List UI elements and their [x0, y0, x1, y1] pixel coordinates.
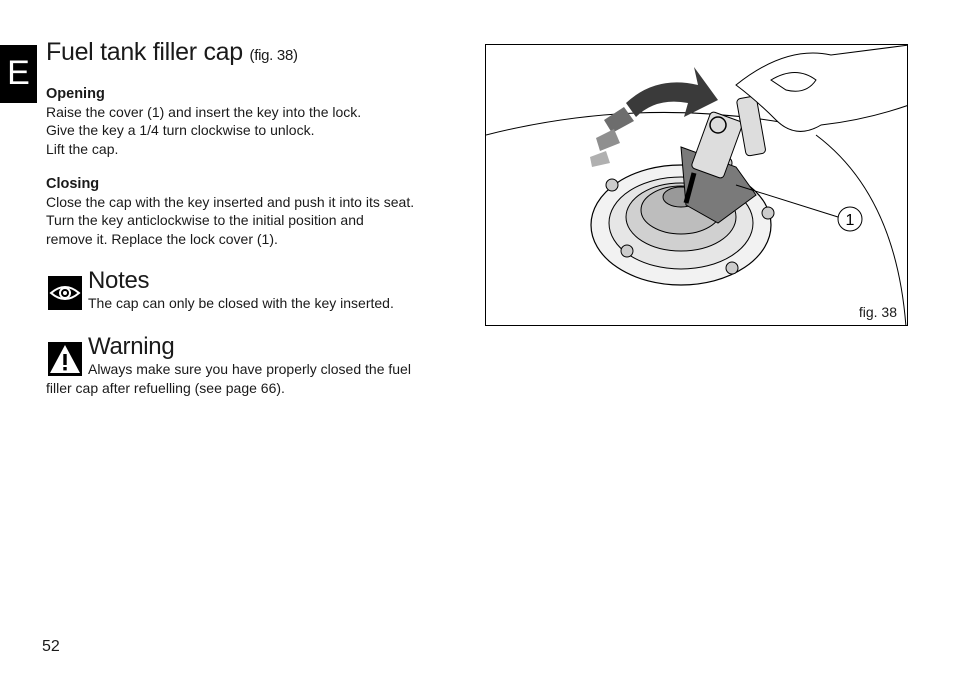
figure-38	[485, 44, 908, 326]
page-number: 52	[42, 638, 60, 655]
page-title	[46, 38, 298, 67]
notes-heading: Notes	[88, 267, 150, 294]
title-figure-ref: (fig. 38)	[249, 47, 298, 64]
closing-heading: Closing	[46, 176, 100, 192]
opening-line: Raise the cover (1) and insert the key into the lock.	[46, 104, 362, 121]
opening-heading: Opening	[46, 86, 105, 102]
opening-section	[46, 85, 471, 158]
opening-line: Give the key a 1/4 turn clockwise to unlock.	[46, 122, 315, 139]
notes-section	[88, 268, 478, 312]
warning-heading: Warning	[88, 333, 175, 360]
closing-section	[46, 175, 471, 248]
warning-continuation	[46, 379, 471, 397]
opening-line: Lift the cap.	[46, 140, 119, 157]
closing-line: remove it. Replace the lock cover (1).	[46, 230, 278, 247]
warning-heading-block	[88, 334, 478, 378]
warning-text-line: filler cap after refuelling (see page 66).	[46, 380, 285, 396]
warning-text-line: Always make sure you have properly closed the fuel	[88, 361, 411, 377]
fuel-cap-illustration	[486, 45, 908, 326]
closing-line: Turn the key anticlockwise to the initial position and	[46, 212, 364, 229]
closing-line: Close the cap with the key inserted and push it into its seat.	[46, 194, 415, 211]
eye-icon	[48, 276, 82, 310]
language-tab: E	[0, 45, 37, 103]
callout-1-label: 1	[845, 212, 855, 229]
title-main: Fuel tank filler cap	[46, 38, 243, 66]
figure-caption: fig. 38	[858, 304, 897, 320]
notes-text: The cap can only be closed with the key inserted.	[88, 295, 394, 311]
warning-triangle-icon	[48, 342, 82, 376]
